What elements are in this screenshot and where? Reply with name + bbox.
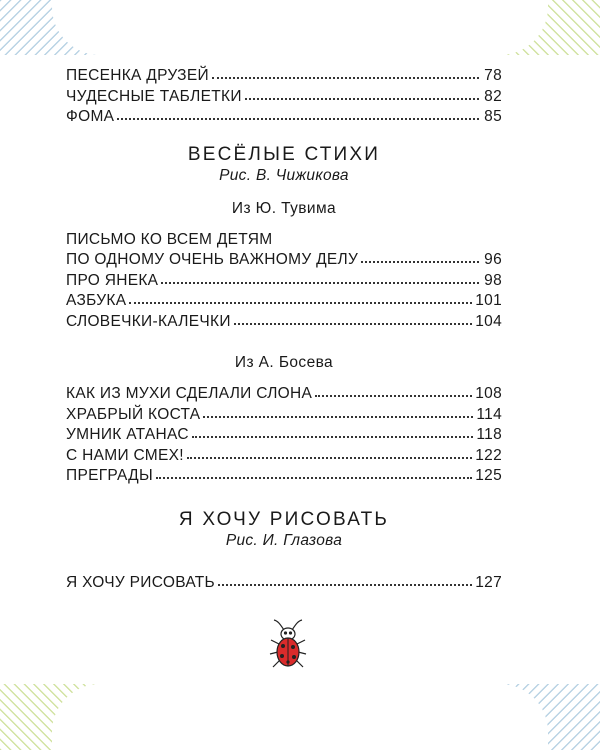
toc-entry[interactable] (66, 384, 502, 405)
page-number: 82 (484, 87, 502, 105)
dot-leader (129, 298, 472, 304)
illustrator-credit: Рис. И. Глазова (225, 531, 343, 549)
entry-title: ФОМА (66, 108, 115, 125)
entry-title: ПИСЬМО КО ВСЕМ ДЕТЯМ (66, 230, 273, 248)
dot-leader (192, 432, 474, 438)
toc-entry[interactable] (66, 66, 502, 87)
toc-entry[interactable] (66, 271, 502, 292)
entry-title: ЧУДЕСНЫЕ ТАБЛЕТКИ (66, 87, 242, 105)
page-number: 118 (476, 426, 502, 443)
page-number: 98 (484, 271, 502, 289)
entry-title: КАК ИЗ МУХИ СДЕЛАЛИ СЛОНА (66, 385, 313, 402)
page-number: 101 (475, 292, 502, 309)
toc-entry[interactable] (66, 250, 502, 271)
dot-leader (156, 473, 472, 479)
entry-title: Я ХОЧУ РИСОВАТЬ (66, 573, 216, 591)
dot-leader (245, 94, 479, 100)
footer-white-area (52, 684, 548, 750)
entry-title: ПРО ЯНЕКА (66, 271, 159, 289)
entry-title: СЛОВЕЧКИ-КАЛЕЧКИ (66, 312, 231, 330)
page-number: 85 (484, 108, 502, 125)
toc-entry-first-line[interactable] (66, 230, 502, 251)
section-heading: ВЕСЁЛЫЕ СТИХИ (187, 143, 381, 165)
entry-title: ПРЕГРАДЫ (66, 467, 153, 484)
dot-leader (161, 278, 479, 284)
illustrator-credit: Рис. В. Чижикова (219, 166, 349, 184)
page-number: 96 (484, 251, 502, 268)
dot-leader (187, 453, 472, 459)
ladybug-icon (266, 618, 310, 674)
entry-title: ПО ОДНОМУ ОЧЕНЬ ВАЖНОМУ ДЕЛУ (66, 251, 359, 268)
table-of-contents (66, 66, 502, 593)
toc-entry[interactable] (66, 107, 502, 128)
section-heading: Я ХОЧУ РИСОВАТЬ (178, 508, 390, 530)
toc-entry[interactable] (66, 425, 502, 446)
page-number: 78 (484, 67, 502, 84)
page-number: 125 (475, 467, 502, 484)
dot-leader (203, 412, 473, 418)
toc-entry[interactable] (66, 573, 502, 594)
toc-entry[interactable] (66, 405, 502, 426)
entry-title: УМНИК АТАНАС (66, 426, 189, 443)
page-number: 127 (475, 573, 502, 591)
toc-entry[interactable] (66, 87, 502, 108)
header-white-area (52, 0, 548, 55)
entry-title: С НАМИ СМЕХ! (66, 446, 184, 464)
dot-leader (315, 391, 472, 397)
page-number: 104 (475, 312, 502, 330)
toc-entry[interactable] (66, 446, 502, 467)
dot-leader (361, 257, 479, 263)
dot-leader (212, 73, 479, 79)
entry-title: АЗБУКА (66, 292, 127, 309)
dot-leader (234, 319, 472, 325)
author-heading: Из А. Босева (234, 354, 334, 371)
entry-title: ХРАБРЫЙ КОСТА (66, 405, 201, 423)
page-number: 122 (475, 446, 502, 464)
dot-leader (218, 580, 472, 586)
toc-entry[interactable] (66, 466, 502, 487)
toc-entry[interactable] (66, 291, 502, 312)
entry-title: ПЕСЕНКА ДРУЗЕЙ (66, 67, 209, 84)
page-number: 108 (475, 385, 502, 402)
page-number: 114 (476, 405, 502, 423)
author-heading: Из Ю. Тувима (231, 199, 337, 217)
dot-leader (117, 114, 479, 120)
toc-entry[interactable] (66, 312, 502, 333)
